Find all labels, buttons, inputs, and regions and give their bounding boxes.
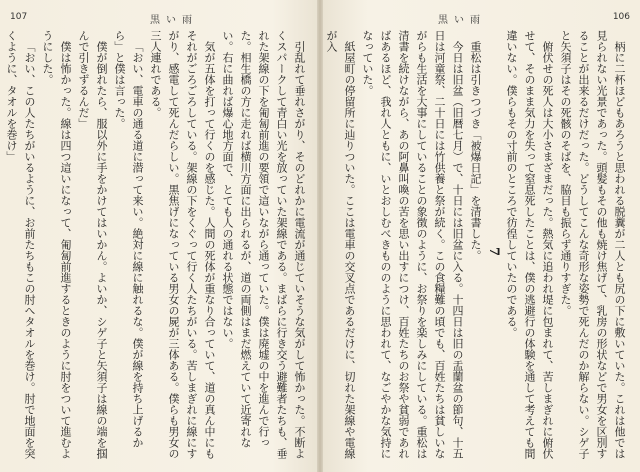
- paragraph: 僕が倒れたら、服以外に手をかけてはいかん。よいか、シゲ子と矢須子は線の端を掴んで引きずるんだ」: [77, 30, 108, 459]
- paragraph: 紙屋町の停留所に辿りついた。ここは電車の交叉点であるだけに、切れた架線や電線が入: [325, 30, 356, 459]
- body-text: [5, 30, 308, 460]
- chapter-number: 7: [486, 246, 501, 257]
- paragraph: 引乱れて垂れさがり、そのどれかに電流が通じていそうな気がして怖かった。不断よくスパークして青白い光を放っていた架線である。まばらに行き交う避難者たちも、垂れた架線の下を匍匐前進の要領で這いながら通っていた。僕は廃墟の中を進んで行った。相生橋の方に走れば横川方面に出られるが、道の両側はまだ燃えていて近寄れない。右に曲れば爆心地方面で、とても人の通れる状態ではない。: [221, 30, 306, 459]
- paragraph: 「おい、電車の通る道に潜って来い。絶対に線に触れるな。僕が線を持ち上げるから」と僕は言った。: [113, 30, 144, 448]
- paragraph: 気が五体を打って行くのを感じた。人間の死体が重なり合っていて、道の真ん中にもそれがごろごろしている。架線の下をくぐって行く人たちがいる。苦しまぎれに線にすがり、感電して死んだらしい。黒焦げになっている男女の屍が三体ある。僕らも男女の三人連れである。: [149, 30, 216, 459]
- paragraph: 重松は引きつづき「被爆日記」を清書した。: [469, 41, 482, 261]
- page-number: 106: [612, 12, 630, 22]
- paragraph: 柄に二杯ほどもあろうと思われる脱糞が二人とも尻の下に敷いていた。これは他では見られない光景であった。頭髪もその他も焼け焦げて、乳房の形状などで男女を区別することが出来るだけだった。どうしてこんな奇形な姿勢で死んだのか解らない。シゲ子と矢須子はその死骸のそばを、脇目も振らず通りすぎた。: [559, 30, 626, 459]
- right-page: [320, 0, 640, 472]
- running-head: 黒い雨: [150, 15, 198, 26]
- book-gutter: [317, 0, 323, 472]
- paragraph: 僕は怖かった。線は四つ這いになって、匍匐前進するときのように肘をついて進むようにした。: [41, 30, 72, 459]
- paragraph: 俯伏せの死人は大小さまざまだった。熱気に追われ堤に包まれて、苦しまぎれに俯伏せて、そのまま気力を失って窒息死したことは、僕の逃避行の体験を通して考えても間違いない。僕らもその寸前のところで彷徨していたのである。: [505, 30, 554, 459]
- paragraph: 今日は旧盆（旧暦七月）で、十日には旧盆に入る。十四日は旧の盂蘭盆の節句、十五日は河童祭、二十日には竹供養と祭が続く。この食糧難の頃でも、百姓たちは貧しいながらも生活を大事にしていることの象徴のように、お祭りを楽しみにしている。重松は清書を続けながら、あの阿鼻叫喚の苦を思い出すにつけ、百姓たちのお祭や貧弱であればあるほど、我れ人ともに、いとおしむべきもののように思われて、なごやかな気持になっていた。: [361, 30, 464, 459]
- running-head: 黒い雨: [438, 15, 486, 26]
- paragraph: [0, 30, 2, 460]
- page-number: 107: [10, 12, 28, 22]
- body-text: [325, 30, 628, 460]
- paragraph: 「おい、この人たちがいるように、お前たちもこの肘へタオルを巻け。肘で地面を突くように、タオルを巻け」: [5, 30, 36, 459]
